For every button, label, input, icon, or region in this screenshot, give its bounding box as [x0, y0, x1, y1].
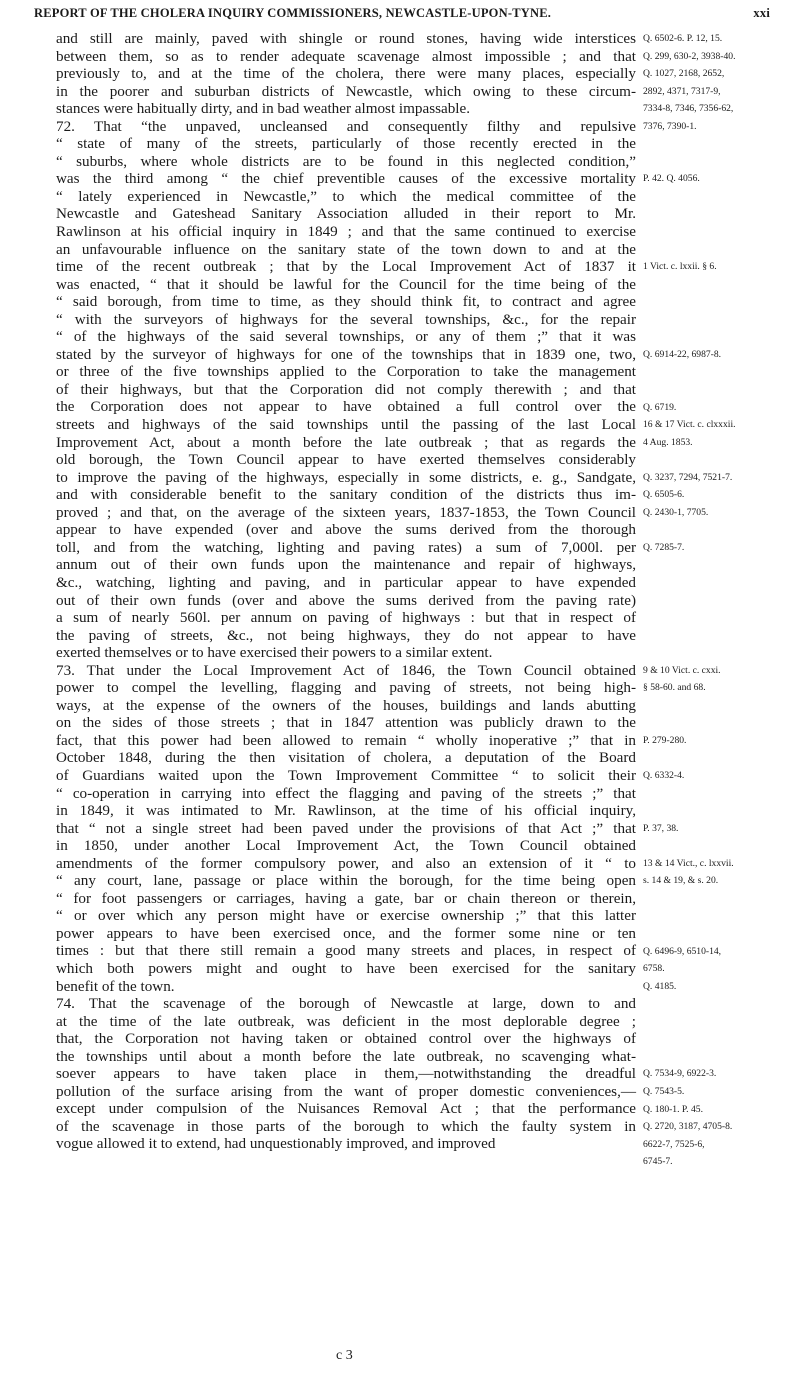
running-head: REPORT OF THE CHOLERA INQUIRY COMMISSIONERS, NEWCASTLE-UPON-TYNE.: [34, 6, 552, 20]
text-line: Newcastle and Gateshead Sanitary Association alluded in their report to Mr.: [56, 205, 636, 223]
marginal-note: 13 & 14 Vict., c. lxxvii.: [643, 857, 734, 869]
marginal-note: P. 42. Q. 4056.: [643, 173, 700, 185]
text-line: soever appears to have taken place in them,—notwithstanding the dreadful: [56, 1065, 636, 1083]
text-line: in 1850, under another Local Improvement Act, the Town Council obtained: [56, 837, 636, 855]
marginal-note: P. 37, 38.: [643, 822, 679, 834]
text-line: “ of the highways of the said several townships, or any of them ;” that it was: [56, 328, 636, 346]
marginal-note: Q. 7285-7.: [643, 541, 685, 553]
text-line: pollution of the surface arising from the want of proper domestic conveniences,—: [56, 1082, 636, 1100]
marginal-note: Q. 1027, 2168, 2652,: [643, 68, 725, 80]
text-line: at the time of the late outbreak, was deficient in the most deplorable degree ;: [56, 1012, 636, 1030]
text-line: ways, at the expense of the owners of the houses, buildings and lands abutting: [56, 696, 636, 714]
marginal-note: Q. 2720, 3187, 4705-8.: [643, 1121, 733, 1133]
text-line: to improve the paving of the highways, especially in some districts, e. g., Sandgate,: [56, 468, 636, 486]
marginal-note: Q. 6502-6. P. 12, 15.: [643, 33, 723, 44]
text-line: proved ; and that, on the average of the sixteen years, 1837-1853, the Town Council: [56, 503, 636, 521]
text-line: or three of the five townships applied to the Corporation to take the management: [56, 363, 636, 381]
marginal-note: Q. 4185.: [643, 980, 677, 992]
marginal-note: Q. 6719.: [643, 401, 677, 413]
text-line: times : but that there still remain a good many streets and places, in respect of: [56, 942, 636, 960]
text-line: “ or over which any person might have or exercise ownership ;” that this latter: [56, 907, 636, 925]
marginal-note: Q. 7534-9, 6922-3.: [643, 1068, 717, 1080]
text-line: appear to have expended (over and above the sums derived from the thorough: [56, 521, 636, 539]
text-line: vogue allowed it to extend, had unquestionably improved, and improved: [56, 1135, 496, 1153]
text-line: 74. That the scavenage of the borough of Newcastle at large, down to and: [56, 995, 636, 1013]
marginal-note: Q. 6505-6.: [643, 489, 685, 501]
marginal-note: 9 & 10 Vict. c. cxxi.: [643, 664, 721, 676]
text-line: exerted themselves or to have exercised their powers to a similar extent.: [56, 644, 493, 662]
text-line: which both powers might and ought to have been exercised for the sanitary: [56, 959, 636, 977]
marginal-note: 2892, 4371, 7317-9,: [643, 85, 721, 97]
text-line: an unfavourable influence on the sanitary state of the town down to and at the: [56, 240, 636, 258]
text-line: October 1848, during the then visitation of cholera, a deputation of the Board: [56, 749, 636, 767]
text-line: in the poorer and suburban districts of Newcastle, which owing to these circum-: [56, 82, 636, 100]
text-line: stances were habitually dirty, and in bad weather almost impassable.: [56, 100, 470, 118]
text-line: the townships until about a month before the late outbreak, no scavenging what-: [56, 1047, 636, 1065]
text-line: and with considerable benefit to the sanitary condition of the districts thus im-: [56, 486, 636, 504]
marginal-note: Q. 6332-4.: [643, 770, 685, 782]
marginal-note: 6745-7.: [643, 1156, 673, 1168]
marginal-note: 6758.: [643, 963, 665, 975]
text-line: “ said borough, from time to time, as they should think fit, to contract and agree: [56, 293, 636, 311]
text-line: of their highways, but that the Corporation did not comply therewith ; and that: [56, 380, 636, 398]
text-line: “ state of many of the streets, particularly of those recently erected in the: [56, 135, 636, 153]
text-line: &c., watching, lighting and paving, and in particular appear to have expended: [56, 573, 636, 591]
text-line: “ for foot passengers or carriages, having a gate, bar or chain thereon or therein,: [56, 889, 636, 907]
text-line: amendments of the former compulsory power, and also an extension of it “ to: [56, 854, 636, 872]
text-line: “ lately experienced in Newcastle,” to which the medical committee of the: [56, 187, 636, 205]
marginal-note: Q. 299, 630-2, 3938-40.: [643, 50, 736, 62]
text-line: stated by the surveyor of highways for one of the townships that in 1839 one, two,: [56, 345, 636, 363]
marginal-note: 1 Vict. c. lxxii. § 6.: [643, 261, 717, 273]
text-line: out of their own funds (over and above the sums derived from the paving rate): [56, 591, 636, 609]
marginal-note: 7376, 7390-1.: [643, 120, 697, 132]
text-line: Improvement Act, about a month before the late outbreak ; that as regards the: [56, 433, 636, 451]
text-line: was enacted, “ that it should be lawful for the Council for the time being of the: [56, 275, 636, 293]
marginal-note: s. 14 & 19, & s. 20.: [643, 875, 719, 887]
marginal-note: P. 279-280.: [643, 735, 687, 746]
marginal-note: 16 & 17 Vict. c. clxxxii.: [643, 419, 736, 431]
text-line: of the scavenage in those parts of the borough to which the faulty system in: [56, 1117, 636, 1135]
marginal-note: Q. 6914-22, 6987-8.: [643, 348, 722, 360]
marginal-note: § 58-60. and 68.: [643, 682, 706, 694]
body-text: [56, 30, 636, 1153]
marginal-note: Q. 180-1. P. 45.: [643, 1103, 703, 1115]
marginal-note: 7334-8, 7346, 7356-62,: [643, 103, 734, 115]
text-line: a sum of nearly 560l. per annum on paving of highways : but that in respect of: [56, 609, 636, 627]
text-line: 72. That “the unpaved, uncleansed and consequently filthy and repulsive: [56, 117, 636, 135]
text-line: power appears to have been exercised once, and the former some nine or ten: [56, 924, 636, 942]
text-line: 73. That under the Local Improvement Act of 1846, the Town Council obtained: [56, 661, 636, 679]
text-line: benefit of the town.: [56, 977, 175, 995]
text-line: streets and highways of the said townships until the passing of the last Local: [56, 416, 636, 434]
text-line: the Corporation does not appear to have obtained a full control over the: [56, 398, 636, 416]
page-number: xxi: [753, 6, 770, 20]
text-line: power to compel the levelling, flagging and paving of streets, not being high-: [56, 679, 636, 697]
text-line: old borough, the Town Council appear to have exerted themselves considerably: [56, 451, 636, 469]
text-line: previously to, and at the time of the cholera, there were many places, especially: [56, 65, 636, 83]
text-line: fact, that this power had been allowed to remain “ wholly inoperative ;” that in: [56, 731, 636, 749]
text-line: annum out of their own funds upon the maintenance and repair of highways,: [56, 556, 636, 574]
text-line: “ suburbs, where whole districts are to be found in this neglected condition,”: [56, 152, 636, 170]
text-line: toll, and from the watching, lighting and paving rates) a sum of 7,000l. per: [56, 538, 636, 556]
marginal-note: Q. 7543-5.: [643, 1086, 685, 1097]
text-line: that, the Corporation not having taken or obtained control over the highways of: [56, 1030, 636, 1048]
signature-mark: c 3: [336, 1348, 353, 1363]
text-line: “ co-operation in carrying into effect the flagging and paving of the streets ;” that: [56, 784, 636, 802]
text-line: of Guardians waited upon the Town Improvement Committee “ to solicit their: [56, 766, 636, 784]
text-line: on the sides of those streets ; that in 1847 attention was publicly drawn to the: [56, 714, 636, 732]
marginal-note: Q. 6496-9, 6510-14,: [643, 945, 722, 957]
text-line: between them, so as to render adequate scavenage almost impossible ; and that: [56, 47, 636, 65]
text-line: was the third among “ the chief preventible causes of the excessive mortality: [56, 170, 636, 188]
marginal-note: Q. 3237, 7294, 7521-7.: [643, 471, 733, 483]
page-header: [34, 6, 770, 28]
text-line: in 1849, it was intimated to Mr. Rawlinson, at the time of his official inquiry,: [56, 802, 636, 820]
marginal-note: 6622-7, 7525-6,: [643, 1138, 705, 1150]
text-line: “ any court, lane, passage or place within the borough, for the time being open: [56, 872, 636, 890]
text-line: “ with the surveyors of highways for the several townships, &c., for the repair: [56, 310, 636, 328]
marginal-note: Q. 2430-1, 7705.: [643, 506, 709, 518]
text-line: except under compulsion of the Nuisances Removal Act ; that the performance: [56, 1100, 636, 1118]
marginal-note: 4 Aug. 1853.: [643, 436, 693, 448]
text-line: Rawlinson at his official inquiry in 1849 ; and that the same continued to exercise: [56, 223, 636, 241]
text-line: time of the recent outbreak ; that by the Local Improvement Act of 1837 it: [56, 258, 636, 276]
text-line: that “ not a single street had been paved under the provisions of that Act ;” that: [56, 819, 636, 837]
text-line: and still are mainly, paved with shingle or round stones, having wide interstices: [56, 30, 636, 47]
text-line: the paving of streets, &c., not being highways, they do not appear to have: [56, 626, 636, 644]
